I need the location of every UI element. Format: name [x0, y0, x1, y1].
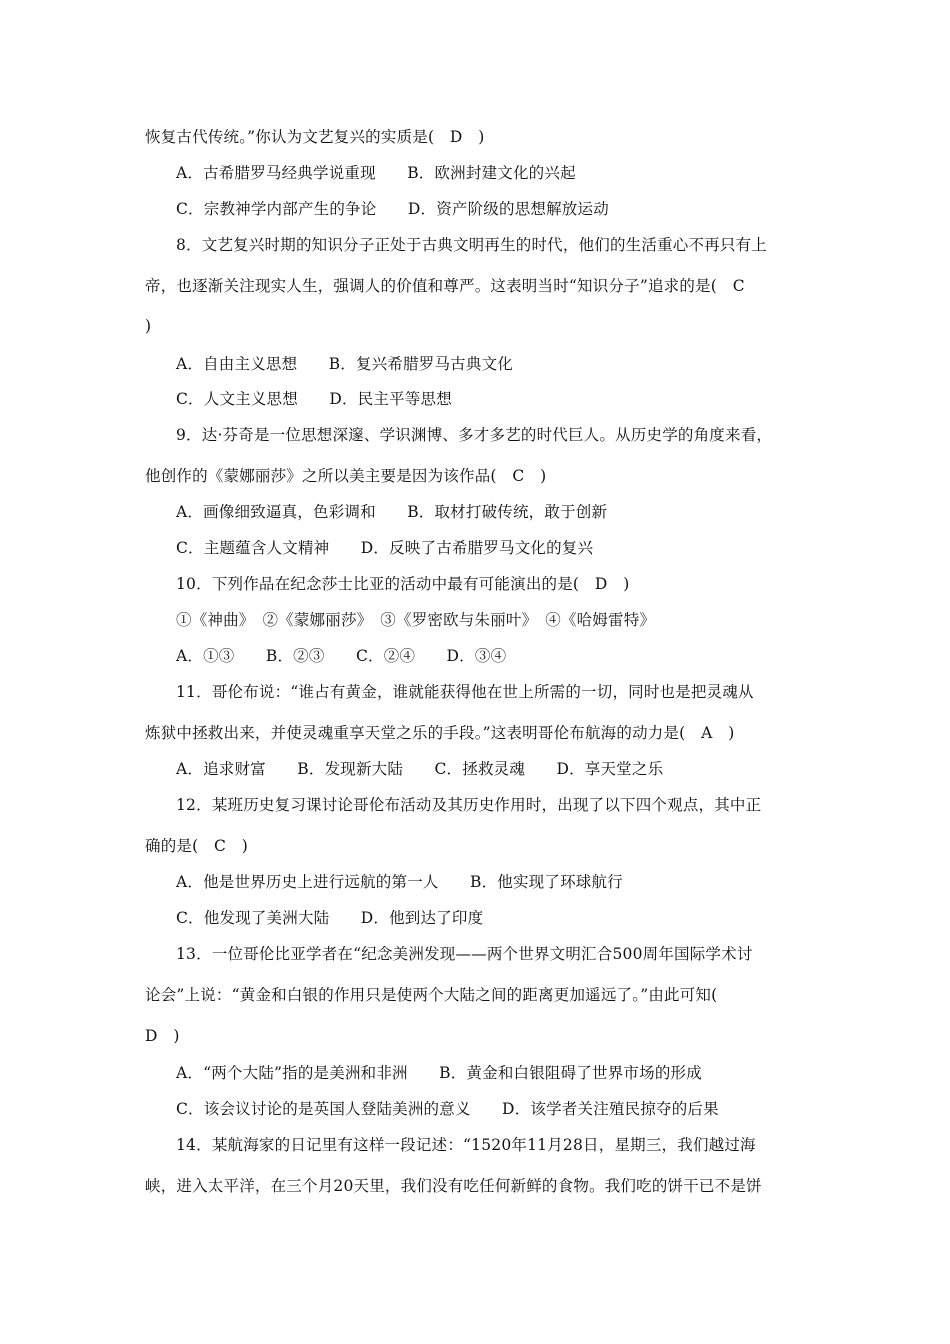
option-line: C．宗教神学内部产生的争论 D．资产阶级的思想解放运动: [176, 200, 609, 218]
text-line: D ): [145, 1027, 180, 1045]
option-line: C．他发现了美洲大陆 D．他到达了印度: [176, 909, 484, 927]
option-line: A．他是世界历史上进行远航的第一人 B．他实现了环球航行: [176, 873, 623, 891]
question-13: 13．一位哥伦比亚学者在“纪念美洲发现——两个世界文明汇合500周年国际学术讨: [176, 945, 753, 963]
option-line: C．人文主义思想 D．民主平等思想: [176, 390, 452, 408]
option-line: A．自由主义思想 B．复兴希腊罗马古典文化: [176, 355, 513, 373]
text-line: 峡，进入太平洋，在三个月20天里，我们没有吃任何新鲜的食物。我们吃的饼干已不是饼: [145, 1177, 762, 1195]
option-line: A．追求财富 B．发现新大陆 C．拯救灵魂 D．享天堂之乐: [176, 760, 664, 778]
question-11: 11．哥伦布说：“谁占有黄金，谁就能获得他在世上所需的一切，同时也是把灵魂从: [176, 683, 754, 701]
text-line: ): [145, 317, 152, 335]
option-line: A．古希腊罗马经典学说重现 B．欧洲封建文化的兴起: [176, 164, 576, 182]
text-line: 他创作的《蒙娜丽莎》之所以美主要是因为该作品( C ): [145, 467, 547, 485]
text-line: 炼狱中拯救出来，并使灵魂重享天堂之乐的手段。”这表明哥伦布航海的动力是( A ): [145, 724, 735, 742]
question-9: 9．达·芬奇是一位思想深邃、学识渊博、多才多艺的时代巨人。从历史学的角度来看，: [176, 426, 773, 444]
option-line: C．主题蕴含人文精神 D．反映了古希腊罗马文化的复兴: [176, 539, 594, 557]
option-line: A．①③ B．②③ C．②④ D．③④: [176, 647, 507, 665]
text-line: 帝，也逐渐关注现实人生，强调人的价值和尊严。这表明当时“知识分子”追求的是( C: [145, 277, 745, 295]
text-line: ①《神曲》 ②《蒙娜丽莎》 ③《罗密欧与朱丽叶》 ④《哈姆雷特》: [176, 611, 656, 629]
option-line: A．“两个大陆”指的是美洲和非洲 B．黄金和白银阻碍了世界市场的形成: [176, 1064, 702, 1082]
text-line: 确的是( C ): [145, 837, 249, 855]
question-12: 12．某班历史复习课讨论哥伦布活动及其历史作用时，出现了以下四个观点，其中正: [176, 796, 762, 814]
question-14: 14．某航海家的日记里有这样一段记述：“1520年11月28日，星期三，我们越过海: [176, 1136, 756, 1154]
option-line: C．该会议讨论的是英国人登陆美洲的意义 D．该学者关注殖民掠夺的后果: [176, 1100, 719, 1118]
text-line: 论会”上说：“黄金和白银的作用只是使两个大陆之间的距离更加遥远了。”由此可知(: [145, 986, 718, 1004]
question-8: 8．文艺复兴时期的知识分子正处于古典文明再生的时代，他们的生活重心不再只有上: [176, 236, 767, 254]
option-line: A．画像细致逼真，色彩调和 B．取材打破传统，敢于创新: [176, 503, 608, 521]
question-10: 10．下列作品在纪念莎士比亚的活动中最有可能演出的是( D ): [176, 575, 630, 593]
text-line: 恢复古代传统。”你认为文艺复兴的实质是( D ): [145, 128, 485, 146]
